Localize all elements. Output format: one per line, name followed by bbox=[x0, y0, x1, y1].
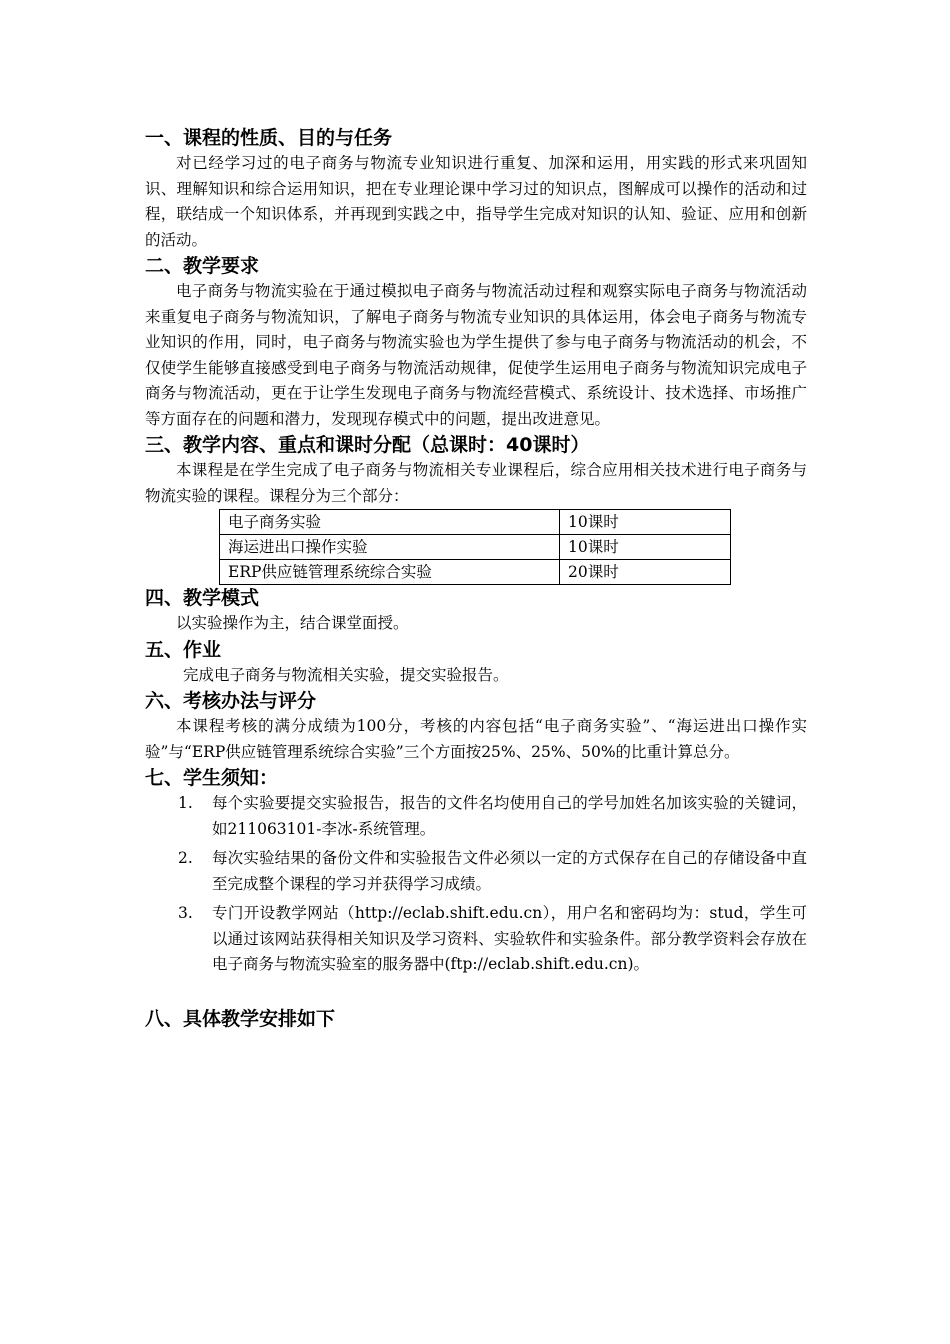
section-6-paragraph: 本课程考核的满分成绩为100分，考核的内容包括“电子商务实验”、“海运进出口操作实验”与“ERP供应链管理系统综合实验”三个方面按25%、25%、50%的比重计算总分。 bbox=[145, 717, 807, 761]
hours-table bbox=[219, 509, 731, 585]
section-2-paragraph: 电子商务与物流实验在于通过模拟电子商务与物流活动过程和观察实际电子商务与物流活动来重复电子商务与物流知识，了解电子商务与物流专业知识的具体运用，体会电子商务与物流专业知识的作用，同时，电子商务与物流实验也为学生提供了参与电子商务与物流活动的机会，不仅使学生能够直接感受到电子商务与物流活动规律，促使学生运用电子商务与物流知识完成电子商务与物流活动，更在于让学生发现电子商务与物流经营模式、系统设计、技术选择、市场推广等方面存在的问题和潜力，发现现存模式中的问题，提出改进意见。 bbox=[145, 282, 807, 428]
section-1-paragraph: 对已经学习过的电子商务与物流专业知识进行重复、加深和运用，用实践的形式来巩固知识、理解知识和综合运用知识，把在专业理论课中学习过的知识点，图解成可以操作的活动和过程，联结成一个知识体系，并再现到实践之中，指导学生完成对知识的认知、验证、应用和创新的活动。 bbox=[145, 154, 807, 249]
list-item bbox=[145, 846, 807, 897]
section-1-heading: 一、课程的性质、目的与任务 bbox=[145, 127, 393, 149]
section-7-heading: 七、学生须知： bbox=[145, 767, 279, 789]
section-3-paragraph: 本课程是在学生完成了电子商务与物流相关专业课程后，综合应用相关技术进行电子商务与物流实验的课程。课程分为三个部分： bbox=[145, 461, 807, 505]
table-cell-experiment: 海运进出口操作实验 bbox=[220, 535, 560, 560]
list-item-text: 每个实验要提交实验报告，报告的文件名均使用自己的学号加姓名加该实验的关键词，如211063101-李冰-系统管理。 bbox=[212, 794, 807, 838]
section-3-heading: 三、教学内容、重点和课时分配（总课时：40课时） bbox=[145, 434, 590, 456]
section-4-heading: 四、教学模式 bbox=[145, 587, 260, 609]
list-item-text: 专门开设教学网站（http://eclab.shift.edu.cn），用户名和密码均为：stud，学生可以通过该网站获得相关知识及学习资料、实验软件和实验条件。部分教学资料会存放在电子商务与物流实验室的服务器中(ftp://eclab.shift.edu.cn)。 bbox=[212, 904, 807, 973]
document-page bbox=[145, 125, 807, 1032]
section-8-heading: 八、具体教学安排如下 bbox=[145, 1007, 336, 1030]
list-item-text: 每次实验结果的备份文件和实验报告文件必须以一定的方式保存在自己的存储设备中直至完成整个课程的学习并获得学习成绩。 bbox=[212, 849, 807, 893]
section-2-heading: 二、教学要求 bbox=[145, 255, 260, 277]
notes-list bbox=[145, 791, 807, 978]
table-row bbox=[220, 560, 731, 585]
list-item-number: 1. bbox=[178, 794, 193, 812]
section-5-paragraph: 完成电子商务与物流相关实验，提交实验报告。 bbox=[183, 665, 509, 684]
list-item bbox=[145, 901, 807, 978]
table-cell-hours: 20课时 bbox=[560, 560, 731, 585]
section-6-heading: 六、考核办法与评分 bbox=[145, 690, 317, 712]
table-row bbox=[220, 510, 731, 535]
list-item-number: 3. bbox=[178, 904, 193, 922]
section-5-heading: 五、作业 bbox=[145, 638, 222, 661]
list-item bbox=[145, 791, 807, 842]
table-cell-experiment: 电子商务实验 bbox=[220, 510, 560, 535]
table-cell-hours: 10课时 bbox=[560, 510, 731, 535]
spacer bbox=[145, 982, 807, 1006]
table-cell-experiment: ERP供应链管理系统综合实验 bbox=[220, 560, 560, 585]
section-4-paragraph: 以实验操作为主，结合课堂面授。 bbox=[176, 614, 409, 632]
list-item-number: 2. bbox=[178, 849, 193, 867]
table-row bbox=[220, 535, 731, 560]
table-cell-hours: 10课时 bbox=[560, 535, 731, 560]
